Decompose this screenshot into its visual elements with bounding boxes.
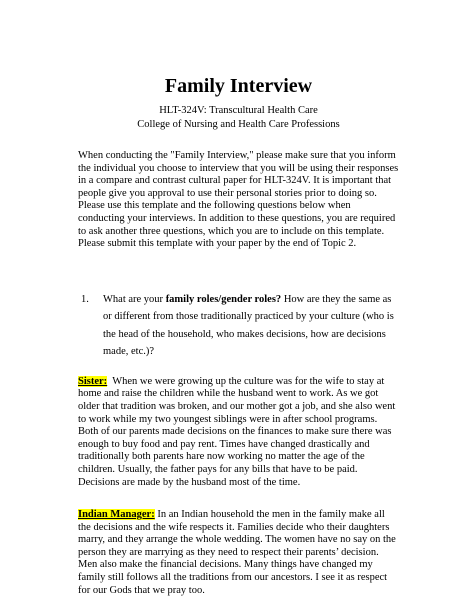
answer-sister — [78, 376, 399, 489]
speaker-label-sister: Sister: — [78, 375, 108, 387]
speaker-label-indian-manager: Indian Manager: — [78, 509, 155, 521]
document-title: Family Interview — [164, 75, 313, 97]
question-emphasis: family roles/gender roles? — [165, 293, 282, 305]
question-text-end: How are they the same as or different from those traditionally practiced by your culture (who is the head of the household, who makes decisions, how are decisions made, etc.)? — [103, 293, 394, 358]
answer-indian-manager — [78, 509, 399, 597]
answer-text-sister: When we were growing up the culture was for the wife to stay at home and raise the children while the husband went to work. As we got older that tradition was broken, and our mother got a job, and she also went to work while my two youngest siblings were in after school programs. Both of our parents made decisions on the finances to make sure there was enough to buy food and pay rent. Times have changed drastically and traditionally both parents hare now working no matter the age of the children. Usually, the father pays for any bills that have to be paid. Decisions are made by the husband most of the time. — [78, 375, 396, 488]
instructions-paragraph: When conducting the "Family Interview," please make sure that you inform the individual you choose to interview that you will be using their responses in a compare and contrast cultural paper for HLT-324V. It is important that people give you approval to use their personal stories prior to doing so. Please use this template and the following questions below when conducting your interviews. In addition to these questions, you are required to ask another three questions, which you are to include on this template. Please submit this template with your paper by the end of Topic 2. — [78, 150, 399, 250]
question-text — [103, 291, 399, 361]
question-number: 1. — [81, 293, 89, 305]
question-item — [78, 291, 399, 361]
question-text-start: What are your — [103, 293, 166, 305]
course-subtitle: HLT-324V: Transcultural Health Care — [159, 105, 318, 116]
answer-text-indian-manager: In an Indian household the men in the family make all the decisions and the wife respects it. Families decide who their daughters marry, and they arrange the whole wedding. The women have no say on the person they are marrying as they need to respect their parents’ decision. Men also make the financial decisions. Many things have changed my family still follows all the traditions from our ancestors. I see it as respect for our Gods that we pray too. — [78, 509, 396, 596]
college-subtitle: College of Nursing and Health Care Professions — [137, 119, 340, 130]
